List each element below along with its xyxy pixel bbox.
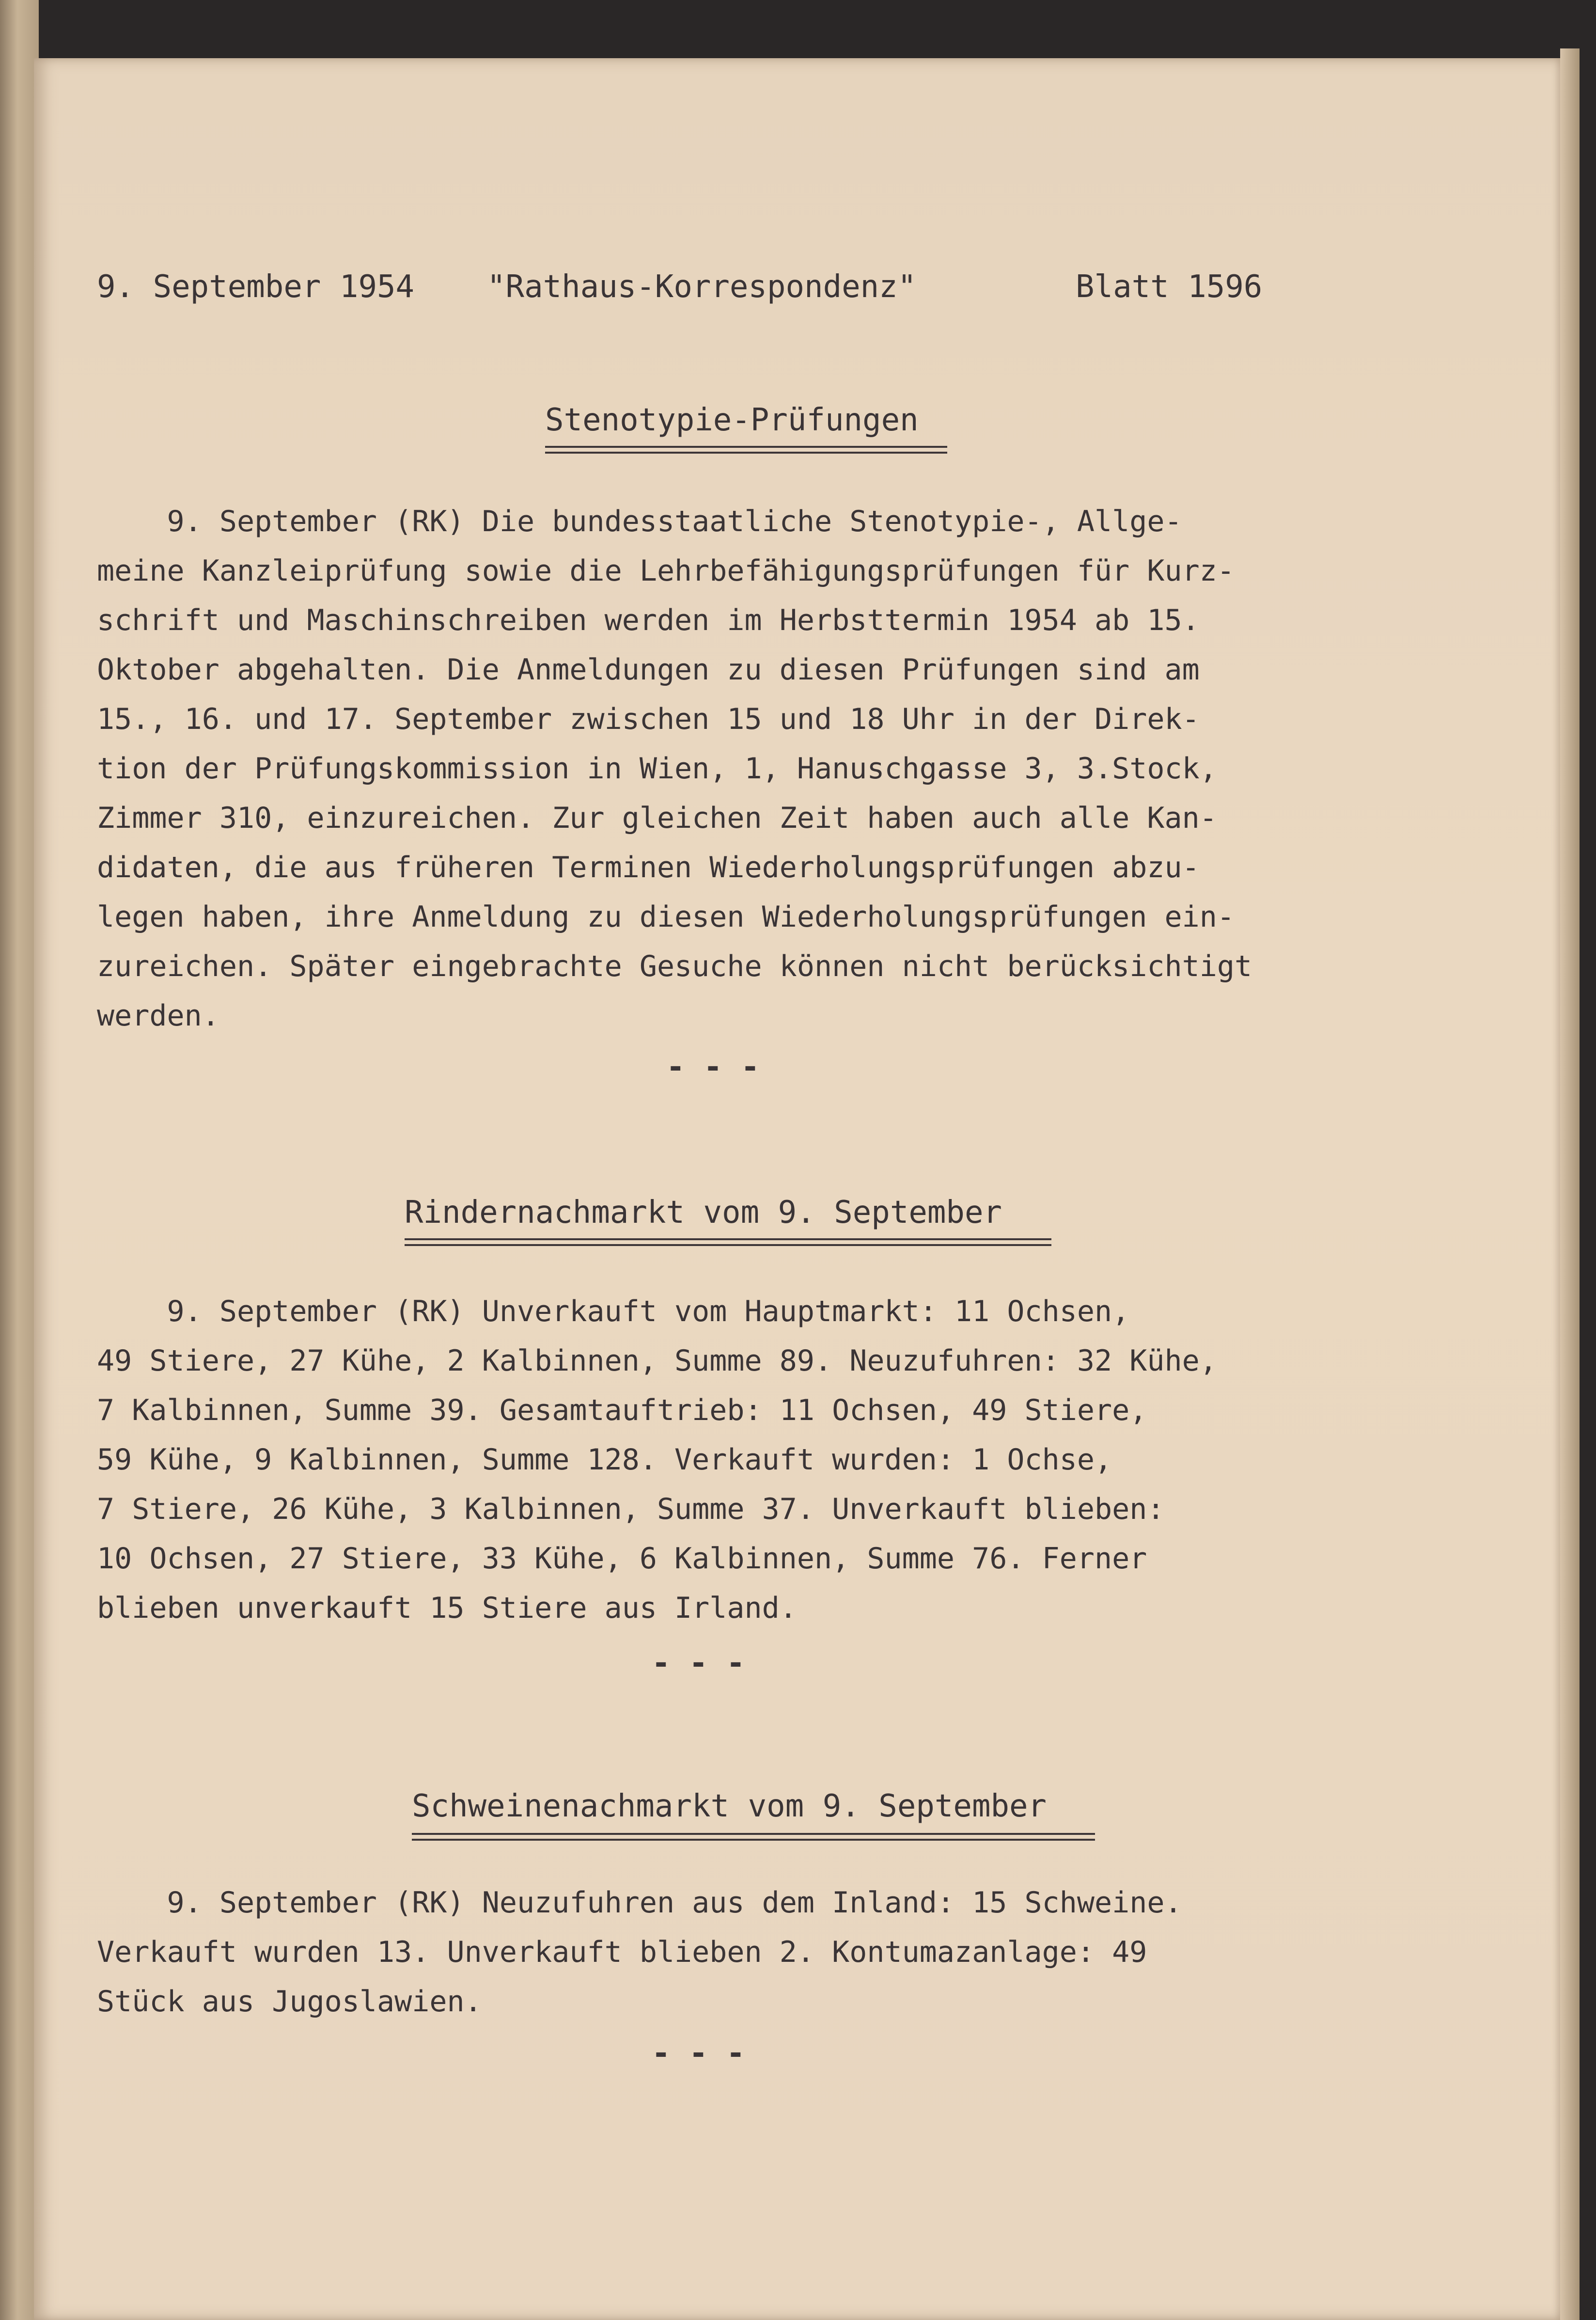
body-line: 59 Kühe, 9 Kalbinnen, Summe 128. Verkauft wurden: 1 Ochse, — [97, 1443, 1112, 1477]
section-separator: - - - — [652, 1645, 745, 1681]
body-line: 10 Ochsen, 27 Stiere, 33 Kühe, 6 Kalbinnen, Summe 76. Ferner — [97, 1542, 1147, 1576]
left-page-edge — [0, 0, 39, 2320]
body-line: 7 Kalbinnen, Summe 39. Gesamtauftrieb: 11 Ochsen, 49 Stiere, — [97, 1393, 1147, 1427]
right-page-edge — [1560, 48, 1580, 2320]
body-line: 9. September (RK) Unverkauft vom Hauptmarkt: 11 Ochsen, — [97, 1294, 1130, 1328]
title-double-underline — [412, 1833, 1095, 1841]
body-line: blieben unverkauft 15 Stiere aus Irland. — [97, 1591, 797, 1625]
body-line: 7 Stiere, 26 Kühe, 3 Kalbinnen, Summe 37. Unverkauft blieben: — [97, 1492, 1165, 1526]
body-line: werden. — [97, 999, 219, 1033]
body-line: Oktober abgehalten. Die Anmeldungen zu diesen Prüfungen sind am — [97, 653, 1200, 687]
body-line: 15., 16. und 17. September zwischen 15 und 18 Uhr in der Direk- — [97, 702, 1200, 736]
body-line: 9. September (RK) Die bundesstaatliche Stenotypie-, Allge- — [97, 505, 1182, 538]
body-line: Verkauft wurden 13. Unverkauft blieben 2. Kontumazanlage: 49 — [97, 1935, 1147, 1969]
header-date: 9. September 1954 — [97, 269, 415, 305]
section-separator: - - - — [666, 1049, 760, 1085]
body-line: schrift und Maschinschreiben werden im Herbsttermin 1954 ab 15. — [97, 603, 1200, 637]
body-line: legen haben, ihre Anmeldung zu diesen Wiederholungsprüfungen ein- — [97, 900, 1235, 934]
body-line: didaten, die aus früheren Terminen Wiederholungsprüfungen abzu- — [97, 851, 1200, 884]
article-body — [97, 1287, 1434, 1633]
article-title: Schweinenachmarkt vom 9. September — [412, 1788, 1047, 1824]
article-body — [97, 497, 1434, 1041]
header-publication: "Rathaus-Korrespondenz" — [487, 269, 917, 305]
title-double-underline — [405, 1238, 1051, 1246]
title-double-underline — [545, 446, 947, 454]
article-title: Stenotypie-Prüfungen — [545, 402, 919, 438]
body-line: zureichen. Später eingebrachte Gesuche können nicht berücksichtigt — [97, 949, 1252, 983]
body-line: meine Kanzleiprüfung sowie die Lehrbefähigungsprüfungen für Kurz- — [97, 554, 1235, 588]
body-line: Zimmer 310, einzureichen. Zur gleichen Zeit haben auch alle Kan- — [97, 801, 1217, 835]
section-separator: - - - — [652, 2036, 745, 2071]
body-line: 9. September (RK) Neuzufuhren aus dem Inland: 15 Schweine. — [97, 1886, 1182, 1920]
header-leaf-number: Blatt 1596 — [1076, 269, 1263, 305]
article-title: Rindernachmarkt vom 9. September — [405, 1195, 1002, 1231]
body-line: Stück aus Jugoslawien. — [97, 1985, 482, 2019]
body-line: tion der Prüfungskommission in Wien, 1, Hanuschgasse 3, 3.Stock, — [97, 752, 1217, 786]
article-body — [97, 1878, 1434, 2026]
body-line: 49 Stiere, 27 Kühe, 2 Kalbinnen, Summe 89. Neuzufuhren: 32 Kühe, — [97, 1344, 1217, 1378]
